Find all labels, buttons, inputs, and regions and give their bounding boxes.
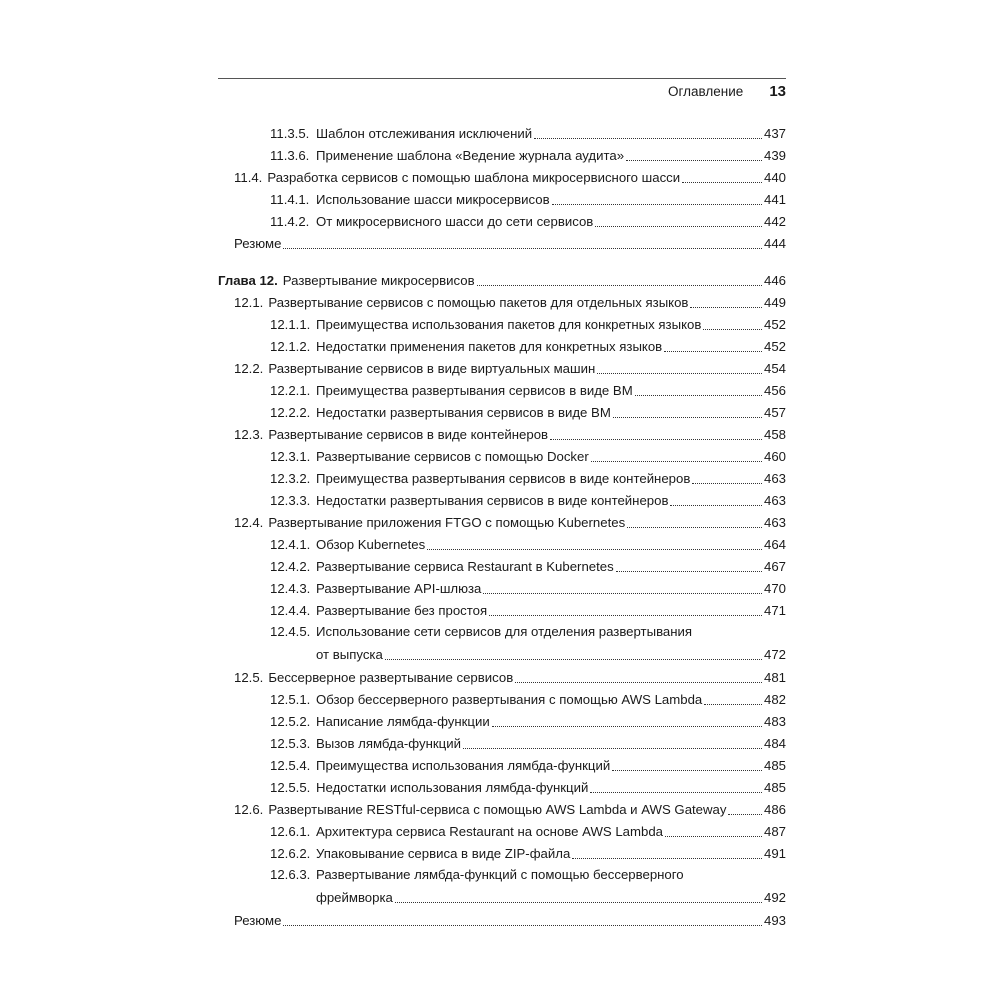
toc-entry-number: 12.4. xyxy=(234,515,264,530)
toc-chapter-entry[interactable] xyxy=(218,267,786,289)
toc-entry-number: 12.5. xyxy=(234,670,264,685)
toc-subsection-entry[interactable] xyxy=(218,575,786,597)
toc-entry-line xyxy=(270,864,786,884)
toc-entry-line xyxy=(270,641,786,663)
dot-leader xyxy=(626,159,762,161)
toc-entry-number: 12.3.3. xyxy=(270,493,311,508)
toc-entry-page: 452 xyxy=(763,339,786,354)
toc-entry-page: 487 xyxy=(763,824,786,839)
toc-entry-number: 12.4.3. xyxy=(270,581,311,596)
toc-entry-number: 12.3.1. xyxy=(270,449,311,464)
toc-entry-title: Использование шасси микросервисов xyxy=(316,192,550,207)
toc-entry-page: 458 xyxy=(763,427,786,442)
toc-subsection-entry[interactable] xyxy=(218,443,786,465)
toc-entry-page: 472 xyxy=(763,647,786,662)
toc-entry-title: Развертывание без простоя xyxy=(316,603,488,618)
toc-entry-page: 464 xyxy=(763,537,786,552)
toc-entry-page: 460 xyxy=(763,449,786,464)
toc-entry-number: 12.1.2. xyxy=(270,339,311,354)
toc-entry-number: 12.4.5. xyxy=(270,624,311,639)
dot-leader xyxy=(692,482,762,484)
toc-section-entry[interactable] xyxy=(218,907,786,929)
toc-entry-page: 463 xyxy=(763,471,786,486)
toc-entry-title: Развертывание API-шлюза xyxy=(316,581,482,596)
dot-leader xyxy=(550,438,762,440)
toc-subsection-entry[interactable] xyxy=(218,311,786,333)
toc-entry-number: 12.6.3. xyxy=(270,867,311,882)
toc-entry-page: 440 xyxy=(763,170,786,185)
toc-entry-title: Бессерверное развертывание сервисов xyxy=(268,670,514,685)
toc-subsection-entry[interactable] xyxy=(218,487,786,509)
toc-entry-number: 11.3.6. xyxy=(270,148,310,163)
toc-section-entry[interactable] xyxy=(218,509,786,531)
toc-entry-page: 484 xyxy=(763,736,786,751)
toc-subsection-entry[interactable] xyxy=(218,208,786,230)
toc-entry-page: 483 xyxy=(763,714,786,729)
dot-leader xyxy=(492,725,762,727)
toc-entry-page: 463 xyxy=(763,493,786,508)
toc-entry-title: Написание лямбда-функции xyxy=(316,714,490,729)
dot-leader xyxy=(627,526,762,528)
toc-entry-number: 12.4.4. xyxy=(270,603,311,618)
toc-entry-number: 12.3.2. xyxy=(270,471,311,486)
toc-subsection-entry[interactable] xyxy=(218,752,786,774)
toc-entry-page: 457 xyxy=(763,405,786,420)
toc-section-entry[interactable] xyxy=(218,164,786,186)
toc-entry-title: Развертывание RESTful-сервиса с помощью AWS Lambda и AWS Gateway xyxy=(268,802,727,817)
dot-leader xyxy=(704,703,762,705)
toc-entry-number: Глава 12. xyxy=(218,273,278,288)
toc-entry-title: Обзор бессерверного развертывания с помощью AWS Lambda xyxy=(316,692,703,707)
chapter-gap xyxy=(218,252,786,267)
toc-entry-title: Обзор Kubernetes xyxy=(316,537,426,552)
toc-entry-number: 12.5.1. xyxy=(270,692,311,707)
toc-entry-number: 12.1. xyxy=(234,295,264,310)
dot-leader xyxy=(477,284,762,286)
toc-entry-title: Развертывание сервисов с помощью Docker xyxy=(316,449,589,464)
toc-subsection-entry[interactable] xyxy=(218,399,786,421)
toc-subsection-entry[interactable] xyxy=(218,818,786,840)
toc-entry-title-continued: фреймворка xyxy=(316,890,393,905)
dot-leader xyxy=(728,813,762,815)
toc-subsection-entry[interactable] xyxy=(218,142,786,164)
dot-leader xyxy=(283,924,762,926)
dot-leader xyxy=(591,460,762,462)
dot-leader xyxy=(682,181,762,183)
dot-leader xyxy=(515,681,762,683)
toc-entry-page: 481 xyxy=(763,670,786,685)
toc-entry-number: 12.5.2. xyxy=(270,714,311,729)
dot-leader xyxy=(489,614,762,616)
toc-entry-title: Применение шаблона «Ведение журнала аудита» xyxy=(316,148,625,163)
dot-leader xyxy=(385,658,762,660)
dot-leader xyxy=(616,570,762,572)
toc-entry-page: 441 xyxy=(763,192,786,207)
toc-entry-number: 11.4. xyxy=(234,170,263,185)
running-head xyxy=(218,83,786,111)
toc-entry-page: 486 xyxy=(763,802,786,817)
toc-entry-page: 456 xyxy=(763,383,786,398)
toc-entry-title: Преимущества развертывания сервисов в виде контейнеров xyxy=(316,471,691,486)
dot-leader xyxy=(690,306,762,308)
toc-subsection-entry[interactable] xyxy=(218,531,786,553)
dot-leader xyxy=(572,857,762,859)
toc-entry-number: 12.5.4. xyxy=(270,758,311,773)
toc-entry-page: 485 xyxy=(763,780,786,795)
toc-entry-page: 491 xyxy=(763,846,786,861)
dot-leader xyxy=(395,901,762,903)
dot-leader xyxy=(283,247,762,249)
toc-entry-title: Упаковывание сервиса в виде ZIP-файла xyxy=(316,846,571,861)
book-page xyxy=(218,78,786,929)
toc-entry-number: 12.2. xyxy=(234,361,264,376)
dot-leader xyxy=(534,137,762,139)
dot-leader xyxy=(613,416,762,418)
toc-entry-title: Недостатки использования лямбда-функций xyxy=(316,780,589,795)
toc-entry-page: 493 xyxy=(763,913,786,928)
toc-subsection-entry[interactable] xyxy=(218,377,786,399)
toc-section-entry[interactable] xyxy=(218,421,786,443)
dot-leader xyxy=(635,394,762,396)
toc-entry-title: Развертывание сервисов в виде виртуальных машин xyxy=(268,361,596,376)
toc-entry-title: Преимущества развертывания сервисов в виде ВМ xyxy=(316,383,633,398)
toc-entry-number: 12.1.1. xyxy=(270,317,311,332)
toc-entry-title: Резюме xyxy=(234,913,282,928)
toc-entry-number: 12.5.5. xyxy=(270,780,311,795)
toc-section-entry[interactable] xyxy=(218,355,786,377)
toc-entry-title: Преимущества использования лямбда-функций xyxy=(316,758,611,773)
dot-leader xyxy=(595,225,762,227)
toc-entry-title: Развертывание микросервисов xyxy=(282,273,475,288)
toc-entry-title: Развертывание приложения FTGO с помощью Kubernetes xyxy=(268,515,626,530)
toc-entry-number: 12.4.1. xyxy=(270,537,311,552)
toc-subsection-entry[interactable] xyxy=(218,686,786,708)
toc-entry-page: 467 xyxy=(763,559,786,574)
toc-entry-page: 449 xyxy=(763,295,786,310)
toc-entry-page: 471 xyxy=(763,603,786,618)
toc-section-entry[interactable] xyxy=(218,664,786,686)
toc-entry-number: 12.6. xyxy=(234,802,264,817)
toc-subsection-entry[interactable] xyxy=(218,465,786,487)
dot-leader xyxy=(664,350,762,352)
toc-entry-title: Развертывание сервисов с помощью пакетов для отдельных языков xyxy=(268,295,689,310)
toc-entry-number: 12.5.3. xyxy=(270,736,311,751)
toc-entry-page: 454 xyxy=(763,361,786,376)
toc-subsection-entry[interactable] xyxy=(218,621,786,663)
toc-entry-title: От микросервисного шасси до сети сервисов xyxy=(316,214,594,229)
header-rule xyxy=(218,78,786,79)
toc-entry-number: 12.2.1. xyxy=(270,383,311,398)
toc-entry-title: Преимущества использования пакетов для конкретных языков xyxy=(316,317,702,332)
dot-leader xyxy=(670,504,762,506)
toc-entry-title: Вызов лямбда-функций xyxy=(316,736,461,751)
toc-entry-title: Архитектура сервиса Restaurant на основе AWS Lambda xyxy=(316,824,664,839)
dot-leader xyxy=(597,372,762,374)
toc-entry-title: Развертывание лямбда-функций с помощью бессерверного xyxy=(316,867,684,882)
toc-subsection-entry[interactable] xyxy=(218,186,786,208)
toc-entry-page: 482 xyxy=(763,692,786,707)
toc-section-entry[interactable] xyxy=(218,796,786,818)
toc-entry-page: 442 xyxy=(763,214,786,229)
toc-entry-title: Развертывание сервисов в виде контейнеров xyxy=(268,427,549,442)
toc-entry-page: 439 xyxy=(763,148,786,163)
dot-leader xyxy=(703,328,762,330)
toc-entry-number: 12.3. xyxy=(234,427,264,442)
dot-leader xyxy=(590,791,762,793)
toc-section-entry[interactable] xyxy=(218,289,786,311)
toc-entry-page: 492 xyxy=(763,890,786,905)
toc-entry-title: Резюме xyxy=(234,236,282,251)
toc-subsection-entry[interactable] xyxy=(218,553,786,575)
dot-leader xyxy=(483,592,762,594)
dot-leader xyxy=(665,835,762,837)
toc-subsection-entry[interactable] xyxy=(218,730,786,752)
toc-subsection-entry[interactable] xyxy=(218,597,786,619)
dot-leader xyxy=(427,548,762,550)
toc-entry-number: 12.4.2. xyxy=(270,559,311,574)
toc-entry-number: 12.6.1. xyxy=(270,824,311,839)
toc-entry-title: Недостатки развертывания сервисов в виде ВМ xyxy=(316,405,611,420)
toc-entry-page: 452 xyxy=(763,317,786,332)
table-of-contents xyxy=(218,120,786,929)
toc-entry-title: Шаблон отслеживания исключений xyxy=(316,126,533,141)
toc-entry-page: 470 xyxy=(763,581,786,596)
toc-subsection-entry[interactable] xyxy=(218,333,786,355)
toc-entry-number: 12.6.2. xyxy=(270,846,311,861)
toc-subsection-entry[interactable] xyxy=(218,864,786,906)
toc-subsection-entry[interactable] xyxy=(218,774,786,796)
toc-entry-number: 12.2.2. xyxy=(270,405,311,420)
dot-leader xyxy=(463,747,762,749)
toc-entry-page: 444 xyxy=(763,236,786,251)
toc-entry-page: 485 xyxy=(763,758,786,773)
toc-section-entry[interactable] xyxy=(218,230,786,252)
toc-entry-number: 11.4.2. xyxy=(270,214,310,229)
toc-entry-title: Недостатки применения пакетов для конкретных языков xyxy=(316,339,663,354)
toc-entry-title: Разработка сервисов с помощью шаблона микросервисного шасси xyxy=(267,170,681,185)
dot-leader xyxy=(552,203,762,205)
toc-entry-title: Развертывание сервиса Restaurant в Kubernetes xyxy=(316,559,614,574)
toc-entry-title: Использование сети сервисов для отделения развертывания xyxy=(316,624,693,639)
toc-entry-page: 437 xyxy=(763,126,786,141)
toc-entry-page: 446 xyxy=(763,273,786,288)
toc-entry-title: Недостатки развертывания сервисов в виде контейнеров xyxy=(316,493,669,508)
toc-entry-number: 11.3.5. xyxy=(270,126,310,141)
toc-entry-title-continued: от выпуска xyxy=(316,647,383,662)
toc-entry-line xyxy=(270,621,786,641)
dot-leader xyxy=(612,769,762,771)
page-number: 13 xyxy=(769,83,786,100)
toc-subsection-entry[interactable] xyxy=(218,120,786,142)
running-head-title: Оглавление xyxy=(668,84,744,99)
toc-entry-page: 463 xyxy=(763,515,786,530)
toc-entry-line xyxy=(270,884,786,906)
toc-subsection-entry[interactable] xyxy=(218,708,786,730)
toc-entry-number: 11.4.1. xyxy=(270,192,310,207)
toc-subsection-entry[interactable] xyxy=(218,840,786,862)
